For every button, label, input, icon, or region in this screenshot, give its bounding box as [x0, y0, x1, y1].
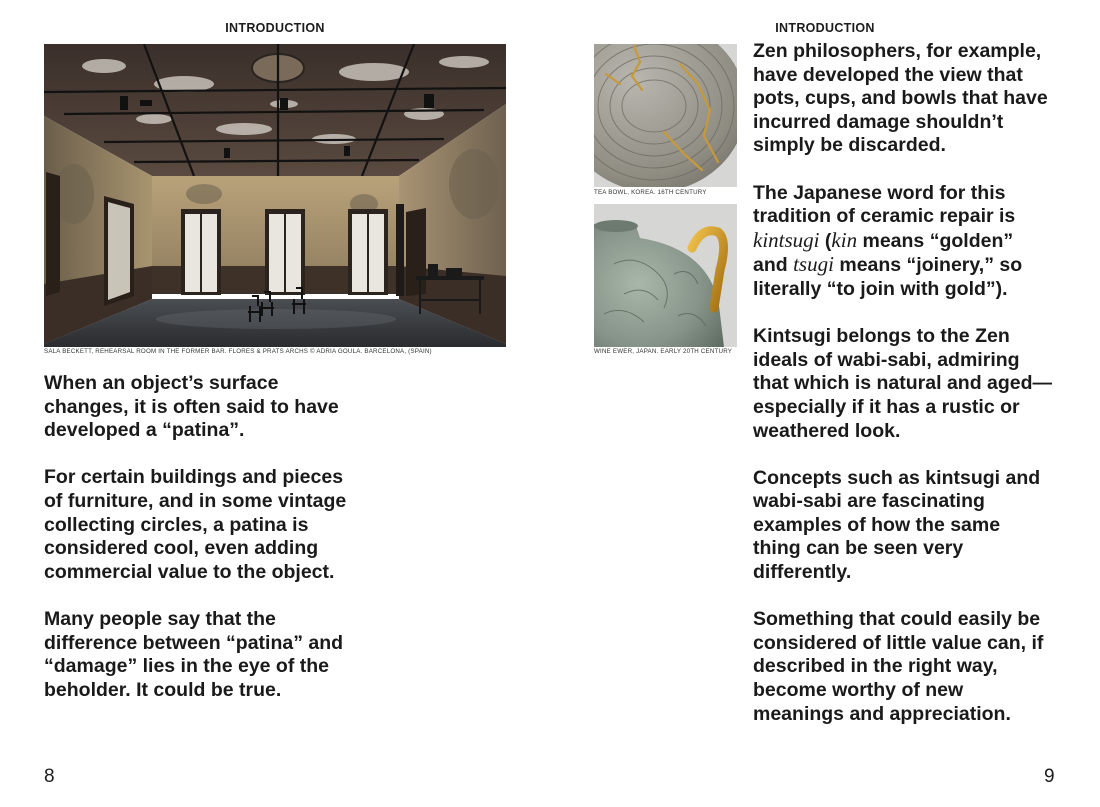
- rehearsal-room-photo: [44, 44, 506, 347]
- paragraph: Many people say that the difference between “patina” and “damage” lies in the eye of the beholder. It could be true.: [44, 607, 344, 701]
- term-kintsugi: kintsugi: [753, 227, 820, 252]
- text-run: means “joinery,” so literally “to join with gold”).: [753, 254, 1023, 300]
- running-head: INTRODUCTION: [775, 21, 875, 35]
- text-run: (: [819, 229, 832, 252]
- term-kin: kin: [831, 227, 858, 252]
- paragraph: Concepts such as kintsugi and wabi-sabi are fascinating examples of how the same thing can be seen very differently.: [753, 466, 1041, 584]
- photo-caption: SALA BECKETT, REHEARSAL ROOM IN THE FORMER BAR. FLORES & PRATS ARCHS © ADRIA GOULA. BARCELONA, (SPAIN): [44, 348, 432, 355]
- left-body-text: [44, 372, 349, 702]
- term-tsugi: tsugi: [793, 252, 834, 277]
- wine-ewer-photo: [594, 204, 737, 347]
- right-page: [550, 0, 1100, 807]
- wine-ewer-caption: WINE EWER, JAPAN. EARLY 20TH CENTURY: [594, 348, 733, 355]
- right-body-text: [753, 40, 1053, 726]
- text-run: The Japanese word for this tradition of ceramic repair is: [753, 181, 1016, 228]
- page-number: 9: [1044, 766, 1055, 787]
- paragraph: Kintsugi belongs to the Zen ideals of wabi-sabi, admiring that which is natural and aged—especially if it has a rustic or weathered look.: [753, 325, 1053, 442]
- tea-bowl-caption: TEA BOWL, KOREA. 16TH CENTURY: [594, 189, 707, 196]
- tea-bowl-photo: [594, 44, 737, 187]
- page-number: 8: [44, 766, 55, 787]
- running-head: INTRODUCTION: [225, 21, 325, 35]
- paragraph-kintsugi: [753, 182, 1053, 302]
- text-run: means “golden” and: [753, 229, 1014, 277]
- paragraph: When an object’s surface changes, it is often said to have developed a “patina”.: [44, 372, 339, 442]
- paragraph: Something that could easily be considered of little value can, if described in the right way, become worthy of new meanings and appreciation.: [753, 608, 1044, 725]
- paragraph: For certain buildings and pieces of furniture, and in some vintage collecting circles, a patina is considered cool, even adding commercial value to the object.: [44, 466, 347, 583]
- paragraph: Zen philosophers, for example, have developed the view that pots, cups, and bowls that have incurred damage shouldn’t simply be discarded.: [753, 40, 1048, 157]
